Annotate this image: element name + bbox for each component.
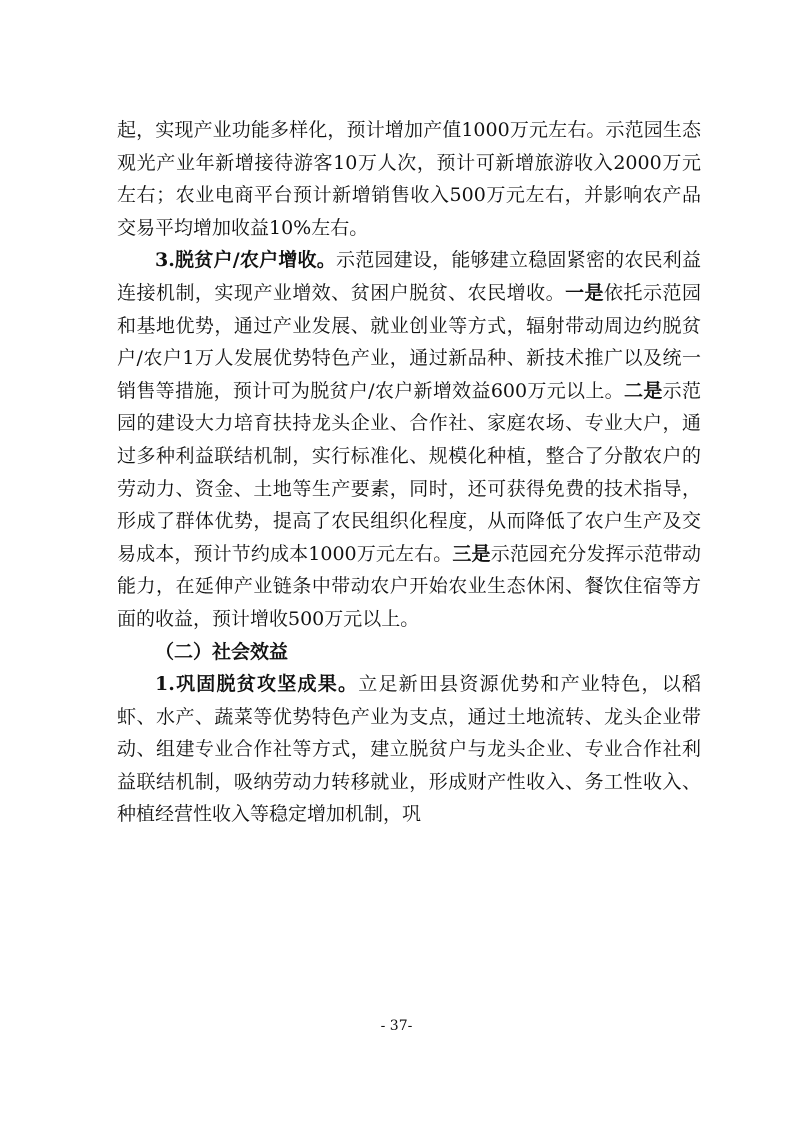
- paragraph-poverty-consolidation: [117, 668, 701, 831]
- paragraph-text: 示范园建设，能够建立稳固紧密的农民利益连接机制，实现产业增效、贫困户脱贫、农民增收。: [117, 249, 701, 304]
- ordinal-third: 三是: [452, 542, 491, 565]
- body-text: [117, 114, 701, 831]
- section-title: （二）社会效益: [155, 640, 289, 663]
- ordinal-first: 一是: [565, 281, 605, 304]
- paragraph-text: 起，实现产业功能多样化，预计增加产值1000万元左右。示范园生态观光产业年新增接待游客10万人次，预计可新增旅游收入2000万元左右；农业电商平台预计新增销售收入500万元左右，并影响农产品交易平均增加收益10%左右。: [117, 119, 701, 239]
- paragraph-farmer-income: [117, 244, 701, 635]
- paragraph-text: 立足新田县资源优势和产业特色，以稻虾、水产、蔬菜等优势特色产业为支点，通过土地流转、龙头企业带动、组建专业合作社等方式，建立脱贫户与龙头企业、专业合作社利益联结机制，吸纳劳动力转移就业，形成财产性收入、务工性收入、种植经营性收入等稳定增加机制，巩: [117, 673, 701, 826]
- page-number: - 37-: [380, 1018, 413, 1034]
- item-heading: 1.巩固脱贫攻坚成果。: [155, 673, 359, 696]
- paragraph-text: 示范园充分发挥示范带动能力，在延伸产业链条中带动农户开始农业生态休闲、餐饮住宿等方面的收益，预计增收500万元以上。: [117, 542, 701, 630]
- paragraph-text: 依托示范园和基地优势，通过产业发展、就业创业等方式，辐射带动周边约脱贫户/农户1万人发展优势特色产业，通过新品种、新技术推广以及统一销售等措施，预计可为脱贫户/农户新增效益600万元以上。: [117, 281, 701, 402]
- paragraph-revenue-continued: [117, 114, 701, 244]
- paragraph-text: 示范园的建设大力培育扶持龙头企业、合作社、家庭农场、专业大户，通过多种利益联结机制，实行标准化、规模化种植，整合了分散农户的劳动力、资金、土地等生产要素，同时，还可获得免费的技术指导，形成了群体优势，提高了农民组织化程度，从而降低了农户生产及交易成本，预计节约成本1000万元左右。: [117, 379, 701, 565]
- item-heading: 3.脱贫户/农户增收。: [155, 249, 336, 272]
- ordinal-second: 二是: [624, 379, 663, 402]
